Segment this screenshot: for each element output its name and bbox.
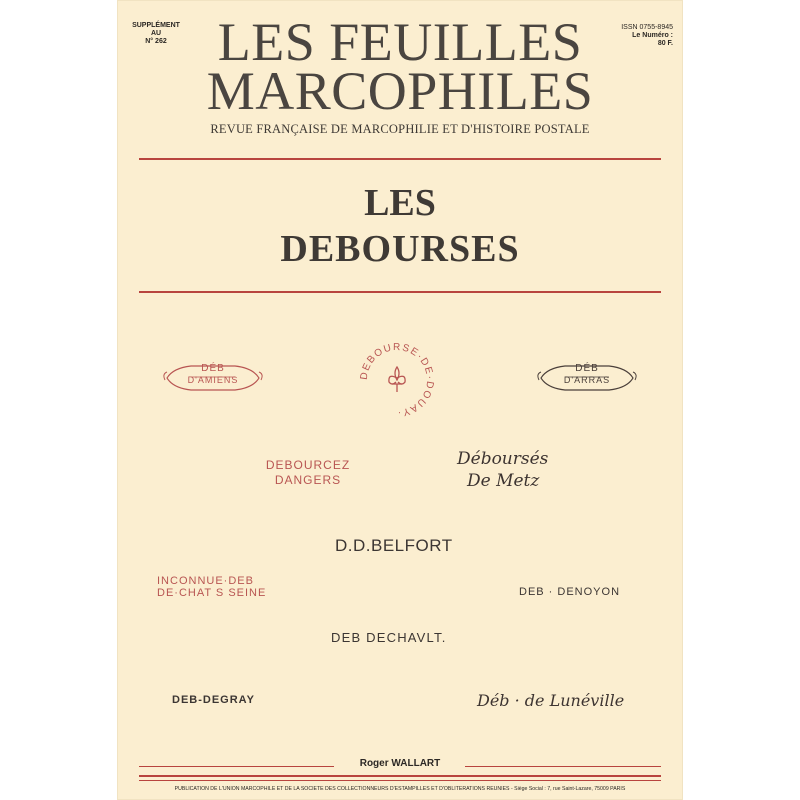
magazine-cover [117,0,683,800]
supplement-line: AU [150,30,162,37]
issue-title-line2: DEBOURSES [280,228,520,270]
divider-rule [465,766,661,767]
stamp-arras-top: DÉB [575,363,599,374]
stamp-chatillon [157,575,277,599]
stamp-amiens-top: DÉB [201,363,225,374]
issn-number: ISSN 0755-8945 [621,24,673,31]
supplement-line: N° 262 [145,38,167,45]
masthead-line1: LES FEUILLES [217,12,583,72]
issue-title-line1: LES [364,182,436,224]
stamp-amiens-bottom: D'AMIENS [187,375,239,385]
stamp-luneville: Déb · de Lunéville [477,691,625,710]
divider-rule [139,780,661,781]
stamp-angers-line: DEBOURCEZ [265,458,351,472]
publisher-footer: PUBLICATION DE L'UNION MARCOPHILE ET DE LA SOCIÉTÉ DES COLLECTIONNEURS D'ESTAMPILLES ET D'OBLITÉRATIONS RÉUNIES - Siège Social : 7, rue Saint-Lazare, 75009 PARIS [174,786,626,792]
stamp-angers-line: DANGERS [274,473,342,487]
stamp-metz-line: De Metz [467,471,540,491]
supplement-line: SUPPLÉMENT [132,22,180,29]
divider-rule [139,775,661,777]
masthead-line2: MARCOPHILES [206,61,594,121]
stamp-arras-bottom: D'ARRAS [563,375,611,385]
stamp-douay [357,340,437,420]
price-value: 80 F. [657,40,673,47]
author-name: Roger WALLART [359,758,441,769]
price-label: Le Numéro : [632,32,673,39]
circular-stamp-icon [357,340,437,420]
divider-rule [139,291,661,293]
stamp-degray: DEB-DEGRAY [172,694,255,706]
stamp-chatillon-line: DE·CHAT S SEINE [157,587,267,599]
stamp-dechault: DEB DECHAVLT. [331,630,447,645]
stamp-noyon: DEB · DENOYON [519,586,621,598]
stamp-chatillon-line: INCONNUE·DEB [157,575,254,587]
stamp-arras [537,358,637,396]
stamp-belfort: D.D.BELFORT [335,536,453,555]
fleur-de-lis-icon [389,367,405,392]
stamp-metz [457,448,587,492]
stamp-metz-line: Déboursés [457,449,549,469]
stamp-douay-ring: DEBOURSE·DE·DOUAY· [358,341,436,419]
stamp-angers [253,458,363,488]
masthead-subtitle: REVUE FRANÇAISE DE MARCOPHILIE ET D'HISTOIRE POSTALE [210,122,590,136]
divider-rule [139,158,661,160]
stamp-amiens [163,358,263,396]
